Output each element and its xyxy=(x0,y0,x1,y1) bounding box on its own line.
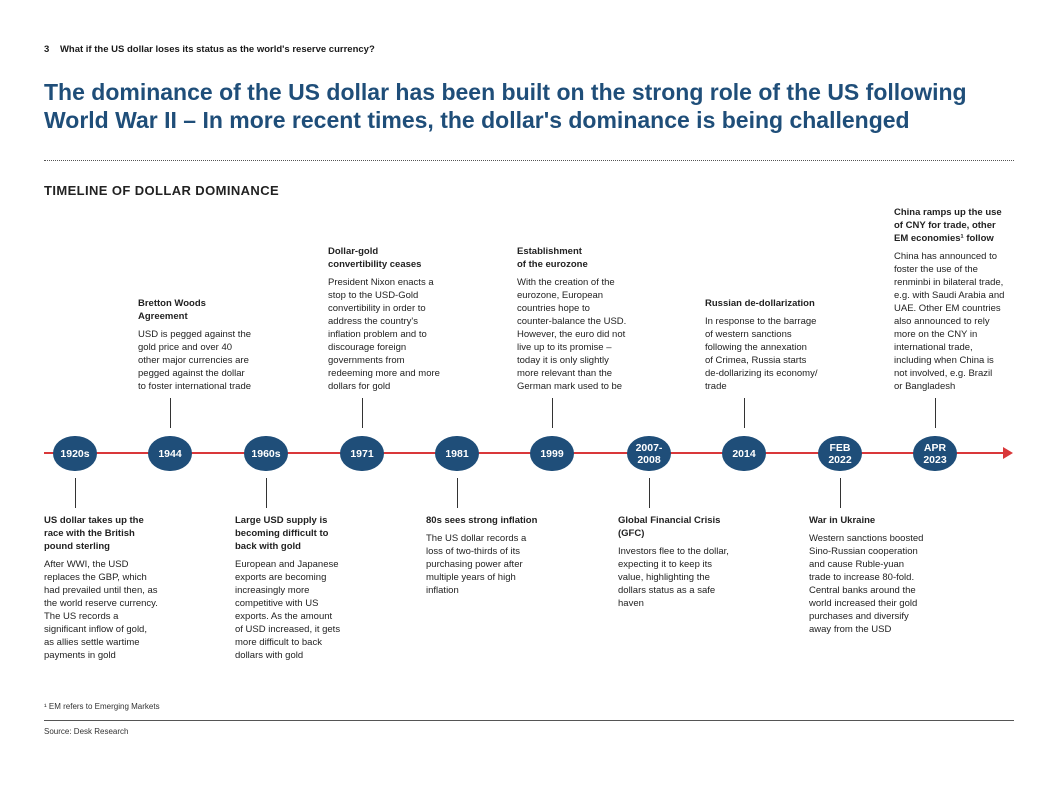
headline: The dominance of the US dollar has been built on the strong role of the US following World War II – In more recent times, the dollar's dominance is being challenged xyxy=(44,79,967,133)
event-body: USD is pegged against the gold price and over 40 other major currencies are pegged against the dollar to foster international trade xyxy=(138,329,252,392)
stem-1960s xyxy=(266,478,267,508)
stem-1944 xyxy=(170,398,171,428)
stem-2014 xyxy=(744,398,745,428)
event-2014 xyxy=(705,297,855,393)
stem-1920s xyxy=(75,478,76,508)
page-header xyxy=(44,44,375,55)
event-title: War in Ukraine xyxy=(809,515,876,526)
node-1999: 1999 xyxy=(530,436,574,471)
event-body: In response to the barrage of western sanctions following the annexation of Crimea, Russia starts de-dollarizing its economy/ trade xyxy=(705,316,818,392)
section-title: TIMELINE OF DOLLAR DOMINANCE xyxy=(44,183,280,198)
event-title: 80s sees strong inflation xyxy=(426,515,538,526)
report-title: What if the US dollar loses its status as the world's reserve currency? xyxy=(59,44,375,55)
event-body: After WWI, the USD replaces the GBP, which had prevailed until then, as the world reserve currency. The US records a significant inflow of gold, as allies settle wartime payments in gold xyxy=(44,559,158,661)
event-feb-2022 xyxy=(809,514,959,636)
event-body: Investors flee to the dollar, expecting it to keep its value, highlighting the dollars status as a safe haven xyxy=(618,546,729,609)
event-1971 xyxy=(328,245,478,393)
stem-1981 xyxy=(457,478,458,508)
event-1944 xyxy=(138,297,288,393)
bottom-divider xyxy=(44,720,1014,721)
event-title: Large USD supply is becoming difficult to back with gold xyxy=(235,515,329,552)
event-1999 xyxy=(517,245,667,393)
event-1981 xyxy=(426,514,576,597)
footnote: ¹ EM refers to Emerging Markets xyxy=(44,702,160,711)
node-1920s: 1920s xyxy=(53,436,97,471)
event-title: Russian de-dollarization xyxy=(705,298,815,309)
stem-2023 xyxy=(935,398,936,428)
stem-2022 xyxy=(840,478,841,508)
event-title: Global Financial Crisis (GFC) xyxy=(618,515,721,539)
event-body: Western sanctions boosted Sino-Russian cooperation and cause Ruble-yuan trade to increase 80-fold. Central banks around the world increased their gold purchases and diversify away from the USD xyxy=(809,533,924,635)
event-body: The US dollar records a loss of two-thirds of its purchasing power after multiple years of high inflation xyxy=(426,533,527,596)
event-body: China has announced to foster the use of the renminbi in bilateral trade, e.g. with Saudi Arabia and UAE. Other EM countries also announced to rely more on the CNY in international trade, including when China is not involved, e.g. Brazil or Bangladesh xyxy=(894,251,1005,392)
event-title: China ramps up the use of CNY for trade, other EM economies¹ follow xyxy=(894,207,1002,244)
node-1981: 1981 xyxy=(435,436,479,471)
page-number: 3 xyxy=(44,44,50,55)
stem-1999 xyxy=(552,398,553,428)
node-apr-2023: APR 2023 xyxy=(913,436,957,471)
node-feb-2022: FEB 2022 xyxy=(818,436,862,471)
node-2014: 2014 xyxy=(722,436,766,471)
event-1920s xyxy=(44,514,184,662)
event-2007-2008 xyxy=(618,514,768,610)
node-1944: 1944 xyxy=(148,436,192,471)
node-1971: 1971 xyxy=(340,436,384,471)
event-title: Establishment of the eurozone xyxy=(517,246,588,270)
event-title: Bretton Woods Agreement xyxy=(138,298,206,322)
event-body: European and Japanese exports are becoming increasingly more competitive with US exports. As the amount of USD increased, it gets more difficult to back dollars with gold xyxy=(235,559,341,661)
event-body: President Nixon enacts a stop to the USD-Gold convertibility in order to address the country's inflation problem and to discourage foreign governments from redeeming more and more dollars for gold xyxy=(328,277,440,392)
timeline-arrow-icon xyxy=(1003,447,1013,459)
stem-2007 xyxy=(649,478,650,508)
dotted-divider xyxy=(44,160,1014,161)
event-apr-2023 xyxy=(894,206,1044,393)
node-1960s: 1960s xyxy=(244,436,288,471)
event-title: US dollar takes up the race with the British pound sterling xyxy=(44,515,144,552)
stem-1971 xyxy=(362,398,363,428)
event-title: Dollar-gold convertibility ceases xyxy=(328,246,422,270)
node-2007-2008: 2007- 2008 xyxy=(627,436,671,471)
source-note: Source: Desk Research xyxy=(44,727,129,736)
event-body: With the creation of the eurozone, European countries hope to counter-balance the USD. However, the euro did not live up to its promise – today it is only slightly more relevant than the German mark used to be xyxy=(517,277,627,392)
event-1960s xyxy=(235,514,375,662)
